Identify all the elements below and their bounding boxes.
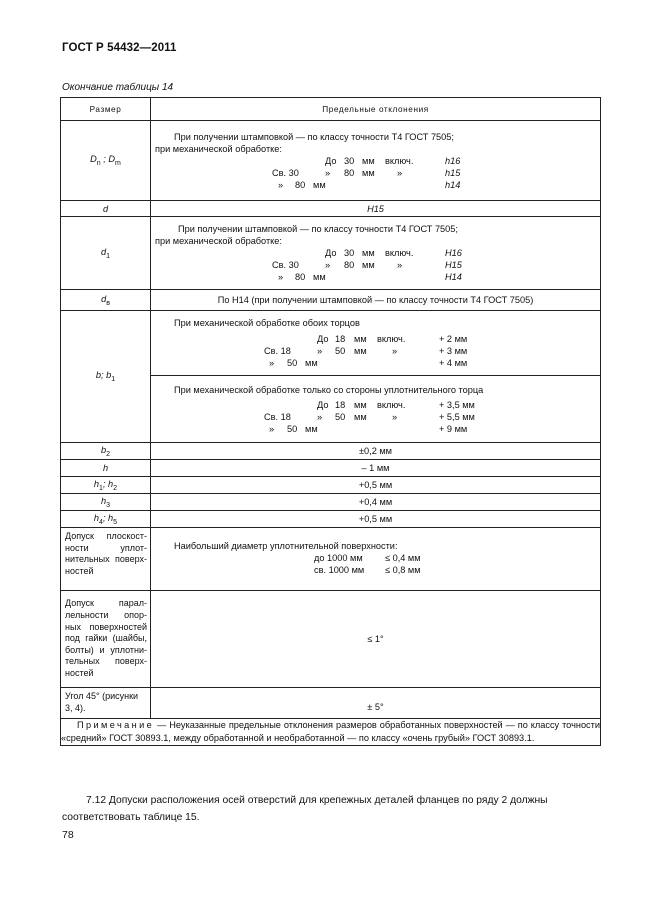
range-row: » 80 мм H14 (278, 272, 462, 282)
deviation-cell: ±0,2 мм (151, 443, 601, 460)
range-row: св. 1000 мм ≤ 0,8 мм (314, 565, 421, 575)
document-title: ГОСТ Р 54432—2011 (62, 42, 177, 54)
deviation-cell: При механической обработке обоих торцов До 18 мм включ. + 2 мм Св. 18 » 50 мм » + 3 мм » 50 мм + 4 мм (151, 311, 601, 376)
deviation-cell: ± 5° (151, 688, 601, 719)
range-row: Св. 30 » 80 мм » H15 (272, 260, 462, 270)
size-cell: d (61, 201, 151, 217)
table-note-row (61, 719, 601, 746)
table-row (61, 591, 601, 688)
size-cell: b; $b_1$ (61, 311, 151, 443)
range-row: Св. 18 » 50 мм » + 3 мм (264, 346, 468, 356)
size-cell: $d_в$ (61, 290, 151, 311)
table-row (61, 477, 601, 494)
table-note: Примечание — Неуказанные предельные отклонения размеров обработанных поверхностей — по классу точности «средний» ГОСТ 30893.1, между обработанной и необработанной — по классу «очень грубый» ГОСТ 30893.1. (61, 719, 601, 746)
range-row: До 30 мм включ. H16 (325, 248, 462, 258)
page-number: 78 (62, 829, 74, 841)
table-row (61, 290, 601, 311)
table-row (61, 528, 601, 591)
range-row: » 50 мм + 4 мм (269, 358, 468, 368)
size-cell: Допуск плоскост-ности уплот-нительных поверх-ностей (61, 528, 151, 591)
table-row (61, 511, 601, 528)
table-row (61, 494, 601, 511)
size-cell: $h_4$; $h_5$ (61, 511, 151, 528)
deviation-cell: При механической обработке только со стороны уплотнительного торца До 18 мм включ. + 3,5 мм Св. 18 » 50 мм » + 5,5 мм » 50 мм + 9 мм (151, 376, 601, 443)
deviation-cell: +0,5 мм (151, 511, 601, 528)
table-row (61, 217, 601, 290)
size-cell: Допуск парал-лельности опор-ных поверхностей под гайки (шайбы, болты) и уплотни-тельных поверх-ностей (61, 591, 151, 688)
table-row (61, 121, 601, 201)
table-row (61, 201, 601, 217)
range-row: до 1000 мм ≤ 0,4 мм (314, 553, 421, 563)
range-row: Св. 18 » 50 мм » + 5,5 мм (264, 411, 475, 422)
range-row: До 18 мм включ. + 2 мм (317, 334, 468, 344)
tolerance-table (60, 97, 601, 746)
size-cell: h (61, 460, 151, 477)
deviation-cell: ≤ 1° (151, 591, 601, 688)
deviation-cell: +0,5 мм (151, 477, 601, 494)
range-row: До 18 мм включ. + 3,5 мм (317, 399, 475, 410)
deviation-cell: При получении штамповкой — по классу точности Т4 ГОСТ 7505; при механической обработке: До 30 мм включ. h16 Св. 30 » 80 мм » h15 » 80 мм h14 (151, 121, 601, 201)
deviation-cell: H15 (151, 201, 601, 217)
table-row (61, 688, 601, 719)
deviation-cell: – 1 мм (151, 460, 601, 477)
size-cell: Угол 45° (рисунки 3, 4). (61, 688, 151, 719)
column-header-deviations: Предельные отклонения (151, 98, 601, 121)
size-cell: $b_2$ (61, 443, 151, 460)
table-row (61, 460, 601, 477)
deviation-cell: Наибольший диаметр уплотнительной поверхности: до 1000 мм ≤ 0,4 мм св. 1000 мм ≤ 0,8 мм (151, 528, 601, 591)
size-cell: $d_1$ (61, 217, 151, 290)
range-row: » 80 мм h14 (278, 179, 461, 190)
size-cell: $h_3$ (61, 494, 151, 511)
table-caption: Окончание таблицы 14 (62, 82, 174, 93)
range-row: Св. 30 » 80 мм » h15 (272, 167, 461, 178)
deviation-cell: При получении штамповкой — по классу точности Т4 ГОСТ 7505; при механической обработке: До 30 мм включ. H16 Св. 30 » 80 мм » H15 » 80 мм H14 (151, 217, 601, 290)
column-header-size: Размер (61, 98, 151, 121)
deviation-cell: +0,4 мм (151, 494, 601, 511)
table-header-row (61, 98, 601, 121)
size-cell: $D_n$ ; $D_m$ (61, 121, 151, 201)
body-paragraph: 7.12 Допуски расположения осей отверстий для крепежных деталей фланцев по ряду 2 должны соответствовать таблице 15. (62, 795, 548, 823)
size-cell: $h_1$; $h_2$ (61, 477, 151, 494)
deviation-cell: По H14 (при получении штамповкой — по классу точности Т4 ГОСТ 7505) (151, 290, 601, 311)
range-row: До 30 мм включ. h16 (325, 155, 461, 166)
table-row (61, 443, 601, 460)
table-row (61, 311, 601, 376)
range-row: » 50 мм + 9 мм (269, 423, 468, 434)
